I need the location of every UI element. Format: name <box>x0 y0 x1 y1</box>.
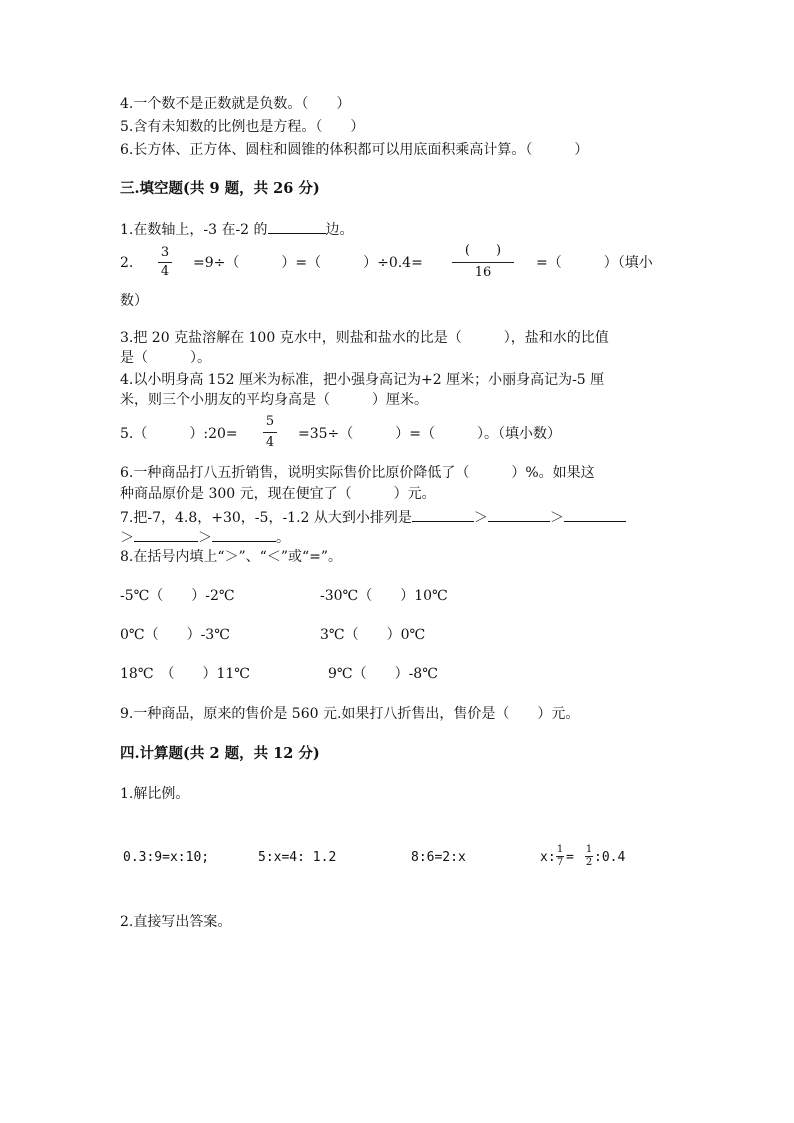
fill-question-7-line2 <box>120 527 290 547</box>
q2-text-middle: =9÷（ ）=（ ）÷0.4= <box>193 255 423 271</box>
p4-fraction2-denominator: 2 <box>585 857 593 868</box>
section-title-fill-in: 三.填空题(共 9 题，共 26 分) <box>120 180 320 197</box>
answer-blank[interactable] <box>268 219 326 234</box>
fill-question-1 <box>120 219 354 239</box>
q5-fraction-numerator: 5 <box>265 414 275 429</box>
fraction-bar <box>263 432 277 433</box>
q2-number: 2. <box>120 255 134 271</box>
judgment-item-4: 4.一个数不是正数就是负数。（ ） <box>120 96 351 112</box>
greater-than-sign: ＞ <box>120 530 134 546</box>
fill-question-3-line2: 是（ ）。 <box>120 350 211 366</box>
greater-than-sign: ＞ <box>549 510 564 526</box>
fill-question-6-line1: 6.一种商品打八五折销售，说明实际售价比原价降低了（ ）%。如果这 <box>120 465 595 481</box>
greater-than-sign: ＞ <box>473 510 488 526</box>
fill-question-9: 9.一种商品，原来的售价是 560 元.如果打八折售出，售价是（ ）元。 <box>120 706 580 722</box>
q7-text: 7.把-7，4.8，+30，-5，-1.2 从大到小排列是 <box>120 510 412 526</box>
q5-text-start: 5.（ ）:20= <box>120 426 238 442</box>
answer-blank[interactable] <box>212 527 276 542</box>
calc-question-2: 2.直接写出答案。 <box>120 914 232 930</box>
fraction-bar <box>452 262 514 263</box>
proportion-4-end: :0.4 <box>594 850 626 865</box>
compare-2a: 0℃（ ）-3℃ <box>120 627 230 643</box>
q5-fraction-denominator: 4 <box>265 435 275 450</box>
section-title-calculation: 四.计算题(共 2 题，共 12 分) <box>120 745 320 762</box>
compare-1a: -5℃（ ）-2℃ <box>120 588 235 604</box>
proportion-2: 5:x=4: 1.2 <box>258 850 337 865</box>
q7-end: 。 <box>276 530 290 546</box>
proportion-3: 8:6=2:x <box>411 850 466 865</box>
q1-text: 1.在数轴上，-3 在-2 的 <box>120 222 268 238</box>
p4-fraction2-numerator: 1 <box>585 844 593 855</box>
q2-fraction2-numerator: ( ) <box>464 243 502 258</box>
q5-text-end: =35÷（ ）=（ ）。（填小数） <box>298 426 562 442</box>
proportion-1: 0.3:9=x:10; <box>123 850 210 865</box>
q2-fraction1-denominator: 4 <box>160 264 170 279</box>
q2-text-end: =（ ）（填小 <box>536 255 653 271</box>
fill-question-4-line2: 米，则三个小朋友的平均身高是（ ）厘米。 <box>120 392 428 408</box>
fraction-bar <box>158 262 172 263</box>
compare-3b: 9℃（ ）-8℃ <box>328 666 438 682</box>
answer-blank[interactable] <box>412 507 474 522</box>
answer-blank[interactable] <box>488 507 550 522</box>
answer-blank[interactable] <box>564 507 626 522</box>
p4-fraction1-denominator: 7 <box>556 857 564 868</box>
q1-text-end: 边。 <box>325 222 354 238</box>
p4-equals: = <box>566 850 574 865</box>
compare-1b: -30℃（ ）10℃ <box>320 588 448 604</box>
q2-text-wrap: 数） <box>120 293 148 309</box>
answer-blank[interactable] <box>134 527 198 542</box>
fill-question-6-line2: 种商品原价是 300 元，现在便宜了（ ）元。 <box>120 486 436 502</box>
calc-question-1: 1.解比例。 <box>120 786 190 802</box>
fill-question-4-line1: 4.以小明身高 152 厘米为标准，把小强身高记为+2 厘米；小丽身高记为-5 厘 <box>120 372 605 388</box>
judgment-item-5: 5.含有未知数的比例也是方程。（ ） <box>120 119 365 135</box>
greater-than-sign: ＞ <box>198 530 212 546</box>
compare-3a: 18℃ （ ）11℃ <box>120 666 250 682</box>
fill-question-7-line1 <box>120 507 626 527</box>
judgment-item-6: 6.长方体、正方体、圆柱和圆锥的体积都可以用底面积乘高计算。（ ） <box>120 142 589 158</box>
compare-2b: 3℃（ ）0℃ <box>320 627 426 643</box>
p4-fraction1-numerator: 1 <box>556 844 564 855</box>
fill-question-8: 8.在括号内填上“＞”、“＜”或“=”。 <box>120 549 343 565</box>
fill-question-3-line1: 3.把 20 克盐溶解在 100 克水中，则盐和盐水的比是（ ），盐和水的比值 <box>120 330 609 346</box>
proportion-4-start: x: <box>540 850 556 865</box>
q2-fraction2-denominator: 16 <box>474 265 492 280</box>
q2-fraction1-numerator: 3 <box>160 245 170 260</box>
